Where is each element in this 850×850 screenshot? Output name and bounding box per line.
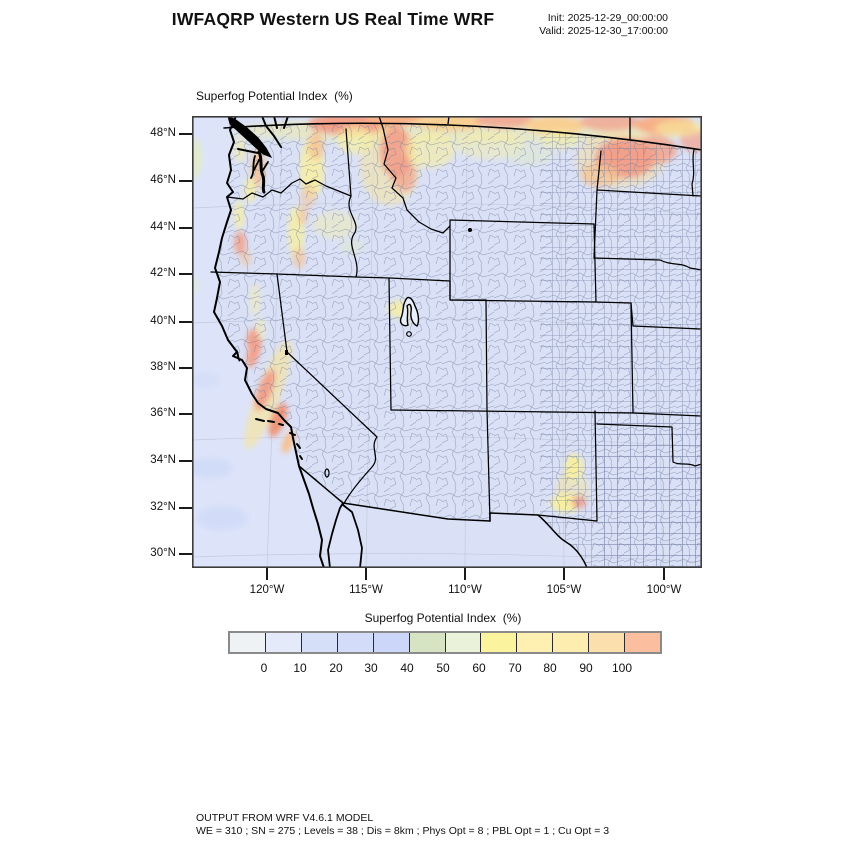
lat-label: 40°N: [150, 315, 176, 327]
lat-tick: [179, 180, 192, 182]
lon-tick: [365, 568, 367, 580]
lat-tick: [179, 273, 192, 275]
lat-tick: [179, 507, 192, 509]
colorbar-tick: 20: [329, 661, 343, 675]
lat-label: 32°N: [150, 501, 176, 513]
lat-tick: [179, 367, 192, 369]
colorbar-tick: 80: [543, 661, 557, 675]
map-variable-label: Superfog Potential Index (%): [196, 89, 353, 103]
colorbar-cell: [230, 633, 266, 652]
map-panel: [192, 116, 702, 568]
lat-tick: [179, 321, 192, 323]
lon-label: 110°W: [448, 584, 482, 596]
lon-tick: [464, 568, 466, 580]
colorbar-tick: 50: [436, 661, 450, 675]
lake-tahoe: [285, 350, 288, 355]
init-time: Init: 2025-12-29_00:00:00: [547, 12, 668, 24]
lat-label: 38°N: [150, 361, 176, 373]
colorbar-cell: [553, 633, 589, 652]
colorbar-tick: 40: [400, 661, 414, 675]
lat-label: 36°N: [150, 407, 176, 419]
lat-label: 46°N: [150, 174, 176, 186]
colorbar-tick: 0: [260, 661, 268, 675]
lat-label: 44°N: [150, 221, 176, 233]
colorbar-cell: [338, 633, 374, 652]
colorbar: [228, 631, 662, 654]
lon-tick: [266, 568, 268, 580]
colorbar-cell: [374, 633, 410, 652]
lat-tick: [179, 460, 192, 462]
footer-line2: WE = 310 ; SN = 275 ; Levels = 38 ; Dis = 8km ; Phys Opt = 8 ; PBL Opt = 1 ; Cu Opt = 3: [196, 825, 610, 837]
colorbar-cell: [589, 633, 625, 652]
lat-label: 30°N: [150, 547, 176, 559]
colorbar-title: Superfog Potential Index (%): [364, 611, 522, 625]
lon-label: 105°W: [546, 584, 582, 596]
lat-tick: [179, 413, 192, 415]
yellowstone-lake: [468, 228, 472, 232]
colorbar-cell: [625, 633, 660, 652]
lat-label: 48°N: [150, 127, 176, 139]
colorbar-tick: 10: [293, 661, 307, 675]
lat-tick: [179, 227, 192, 229]
colorbar-cell: [481, 633, 517, 652]
colorbar-cell: [302, 633, 338, 652]
lon-tick: [663, 568, 665, 580]
colorbar-tick: 90: [579, 661, 593, 675]
lat-tick: [179, 133, 192, 135]
colorbar-cell: [410, 633, 446, 652]
lat-label: 42°N: [150, 267, 176, 279]
colorbar-tick: 70: [508, 661, 522, 675]
page-title: IWFAQRP Western US Real Time WRF: [171, 9, 495, 29]
lat-label: 34°N: [150, 454, 176, 466]
colorbar-tick: 60: [472, 661, 486, 675]
valid-time: Valid: 2025-12-30_17:00:00: [539, 25, 668, 37]
colorbar-cell: [517, 633, 553, 652]
footer-model-info: [196, 812, 609, 838]
colorbar-tick: 100: [611, 661, 633, 675]
model-times: [508, 12, 668, 38]
lat-tick: [179, 553, 192, 555]
lon-label: 120°W: [249, 584, 285, 596]
lon-label: 100°W: [646, 584, 682, 596]
superfog-map: [192, 116, 702, 568]
lon-tick: [563, 568, 565, 580]
colorbar-cell: [266, 633, 302, 652]
colorbar-tick: 30: [364, 661, 378, 675]
lon-label: 115°W: [349, 584, 383, 596]
colorbar-cell: [446, 633, 482, 652]
footer-line1: OUTPUT FROM WRF V4.6.1 MODEL: [196, 812, 374, 824]
